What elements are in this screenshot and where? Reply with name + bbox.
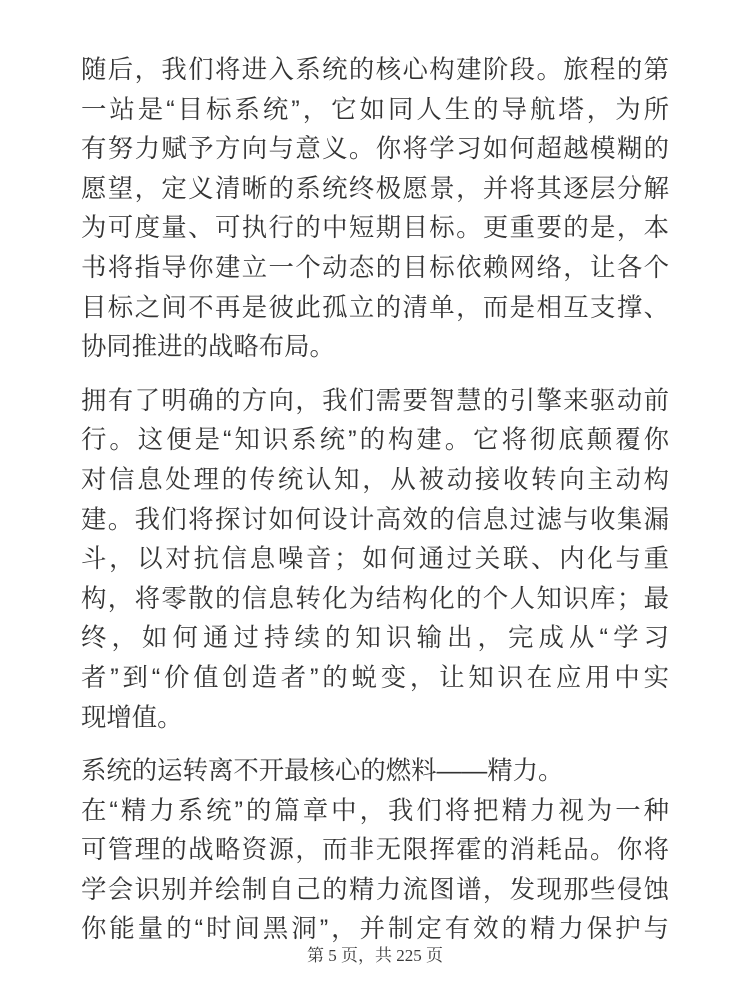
text-line: 系统的运转离不开最核心的燃料——精力。 bbox=[81, 757, 564, 786]
text-line: 终，如何通过持续的知识输出，完成从“学习 bbox=[81, 624, 669, 653]
page-content bbox=[81, 51, 669, 964]
text-line: 随后，我们将进入系统的核心构建阶段。旅程的第 bbox=[81, 56, 669, 84]
paragraph bbox=[81, 51, 669, 368]
text-line: 者”到“价值创造者”的蜕变，让知识在应用中实 bbox=[81, 663, 669, 692]
text-line: 构，将零散的信息转化为结构化的个人知识库；最 bbox=[81, 584, 669, 613]
text-line: 目标之间不再是彼此孤立的清单，而是相互支撑、 bbox=[81, 293, 669, 322]
text-line: 行。这便是“知识系统”的构建。它将彻底颠覆你 bbox=[81, 426, 669, 455]
text-line: 书将指导你建立一个动态的目标依赖网络，让各个 bbox=[81, 253, 669, 282]
paragraph bbox=[81, 752, 669, 950]
text-line: 有努力赋予方向与意义。你将学习如何超越模糊的 bbox=[81, 135, 669, 164]
text-line: 一站是“目标系统”，它如同人生的导航塔，为所 bbox=[81, 95, 669, 124]
text-line: 斗，以对抗信息噪音；如何通过关联、内化与重 bbox=[81, 545, 669, 574]
text-line: 为可度量、可执行的中短期目标。更重要的是，本 bbox=[81, 214, 669, 243]
text-line: 拥有了明确的方向，我们需要智慧的引擎来驱动前 bbox=[81, 386, 669, 415]
paragraph bbox=[81, 382, 669, 738]
text-line: 学会识别并绘制自己的精力流图谱，发现那些侵蚀 bbox=[81, 875, 669, 904]
text-line: 对信息处理的传统认知，从被动接收转向主动构 bbox=[81, 465, 669, 494]
text-line: 你能量的“时间黑洞”，并制定有效的精力保护与 bbox=[81, 915, 669, 944]
page-number-footer: 第 5 页，共 225 页 bbox=[307, 946, 443, 965]
text-line: 可管理的战略资源，而非无限挥霍的消耗品。你将 bbox=[81, 836, 669, 865]
text-line: 现增值。 bbox=[81, 703, 183, 732]
text-line: 愿望，定义清晰的系统终极愿景，并将其逐层分解 bbox=[81, 174, 669, 203]
text-line: 协同推进的战略布局。 bbox=[81, 333, 335, 362]
text-line: 建。我们将探讨如何设计高效的信息过滤与收集漏 bbox=[81, 505, 669, 534]
text-line: 在“精力系统”的篇章中，我们将把精力视为一种 bbox=[81, 796, 669, 825]
